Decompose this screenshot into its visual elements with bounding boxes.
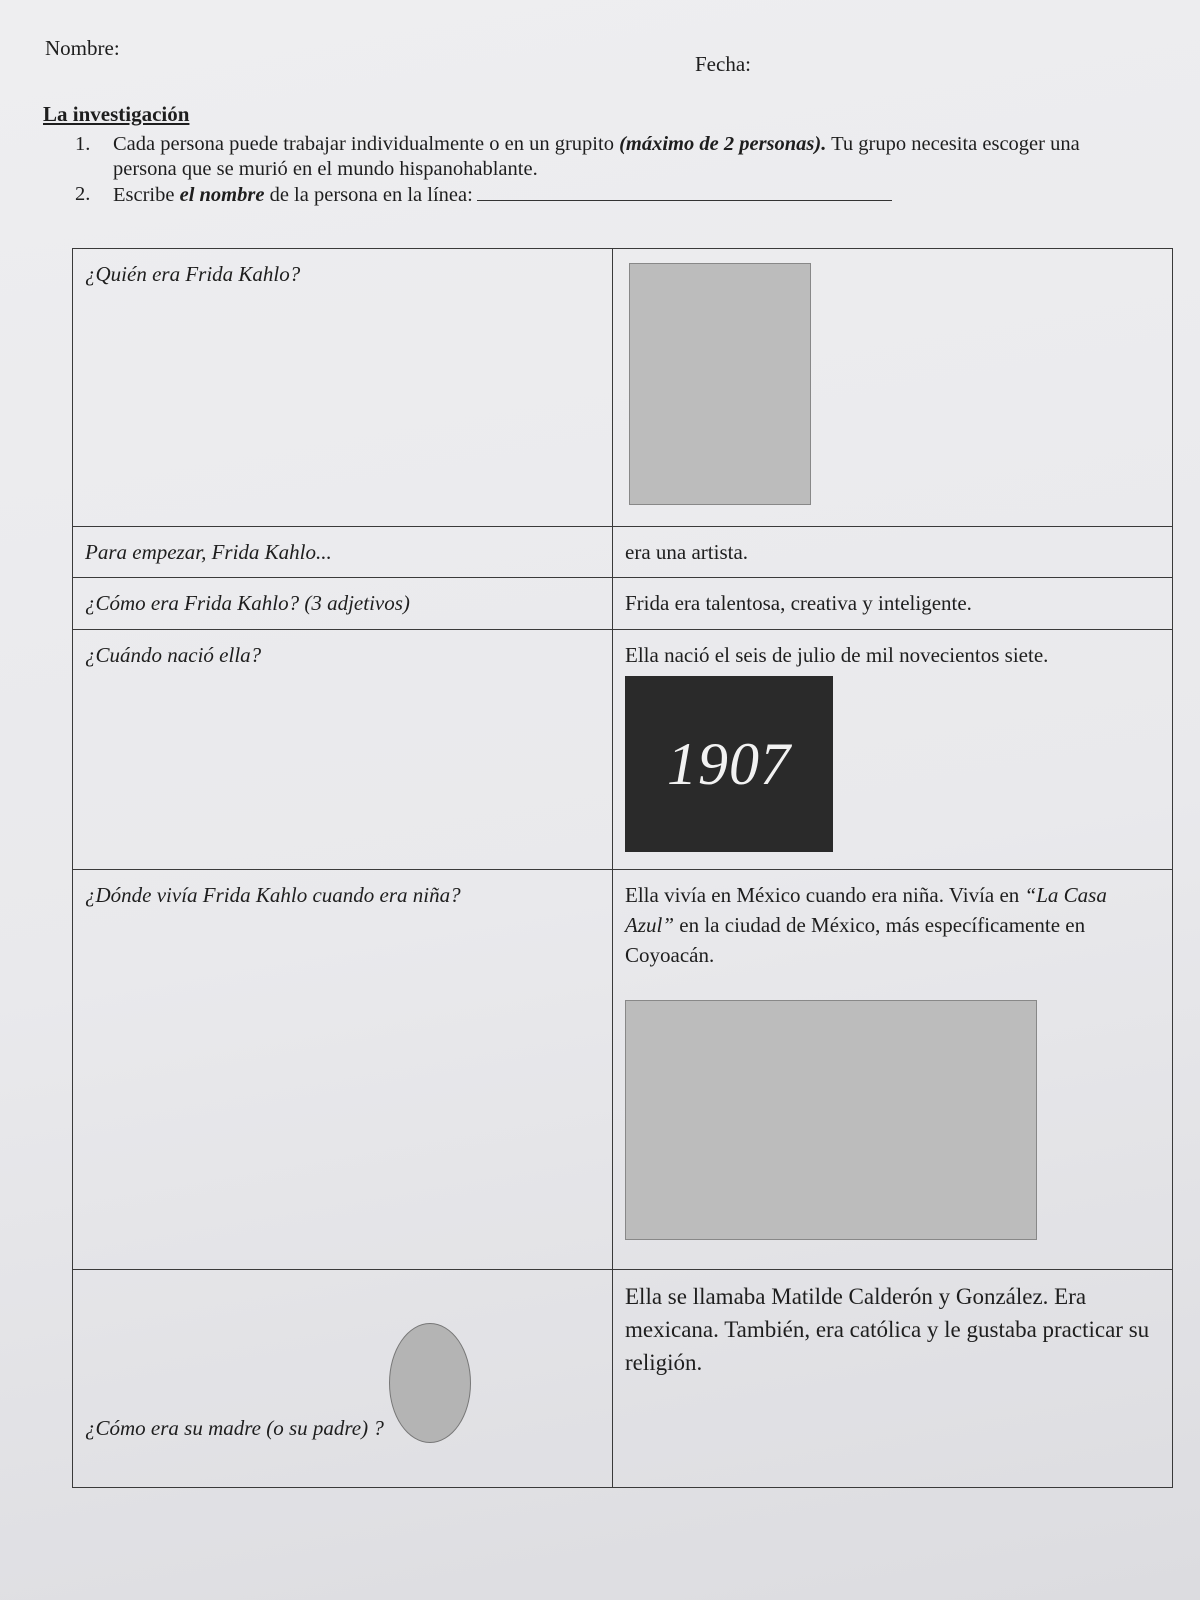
table-row bbox=[73, 870, 1173, 1270]
answer-cell: era una artista. bbox=[613, 527, 1173, 578]
frida-portrait-photo bbox=[629, 263, 811, 505]
section-title: La investigación bbox=[43, 102, 190, 126]
answer-cell: Ella se llamaba Matilde Calderón y González. Era mexicana. También, era católica y le gustaba practicar su religión. bbox=[613, 1270, 1173, 1488]
instruction-text bbox=[113, 182, 1135, 208]
casa-azul-photo bbox=[625, 1000, 1037, 1240]
year-1907-image: 1907 bbox=[625, 676, 833, 852]
question-cell: ¿Dónde vivía Frida Kahlo cuando era niña? bbox=[73, 870, 613, 1270]
answer-text-part: en la ciudad de México, más específicamente en Coyoacán. bbox=[625, 913, 1086, 967]
question-cell: ¿Cómo era Frida Kahlo? (3 adjetivos) bbox=[73, 578, 613, 630]
question-cell bbox=[73, 1270, 613, 1488]
instruction-text-part: Cada persona puede trabajar individualmente o en un grupito bbox=[113, 133, 620, 155]
table-row bbox=[73, 578, 1173, 630]
instruction-number: 2. bbox=[75, 183, 91, 205]
research-table bbox=[72, 248, 1173, 1488]
instructions-list bbox=[75, 132, 1135, 208]
instruction-emphasis: (máximo de 2 personas). bbox=[619, 133, 827, 155]
question-text: ¿Cómo era su madre (o su padre) ? bbox=[85, 1416, 384, 1440]
answer-cell bbox=[613, 870, 1173, 1270]
instruction-text bbox=[113, 132, 1135, 182]
instruction-number: 1. bbox=[75, 133, 91, 155]
table-row bbox=[73, 249, 1173, 527]
answer-text bbox=[625, 880, 1160, 970]
answer-text: Ella nació el seis de julio de mil novecientos siete. bbox=[625, 643, 1049, 667]
table-row bbox=[73, 1270, 1173, 1488]
name-blank-line[interactable] bbox=[477, 182, 892, 201]
question-cell: ¿Cuándo nació ella? bbox=[73, 630, 613, 870]
instruction-text-part: Tu grupo necesita escoger una persona que se murió en el mundo hispanohablante. bbox=[113, 133, 1080, 180]
instruction-text-part: de la persona en la línea: bbox=[264, 184, 473, 206]
question-cell: ¿Quién era Frida Kahlo? bbox=[73, 249, 613, 527]
answer-cell bbox=[613, 630, 1173, 870]
question-cell: Para empezar, Frida Kahlo... bbox=[73, 527, 613, 578]
answer-text-part: Ella vivía en México cuando era niña. Vivía en bbox=[625, 883, 1025, 907]
name-label: Nombre: bbox=[45, 36, 120, 60]
instruction-item bbox=[75, 132, 1135, 182]
mother-portrait-photo bbox=[389, 1323, 471, 1443]
instruction-text-part: Escribe bbox=[113, 184, 180, 206]
answer-emphasis: “La Casa Azul” bbox=[625, 883, 1107, 937]
answer-cell bbox=[613, 249, 1173, 527]
instruction-item bbox=[75, 182, 1135, 208]
answer-cell: Frida era talentosa, creativa y inteligente. bbox=[613, 578, 1173, 630]
date-label: Fecha: bbox=[695, 52, 751, 76]
table-row bbox=[73, 527, 1173, 578]
table-row bbox=[73, 630, 1173, 870]
instruction-emphasis: el nombre bbox=[179, 184, 265, 206]
